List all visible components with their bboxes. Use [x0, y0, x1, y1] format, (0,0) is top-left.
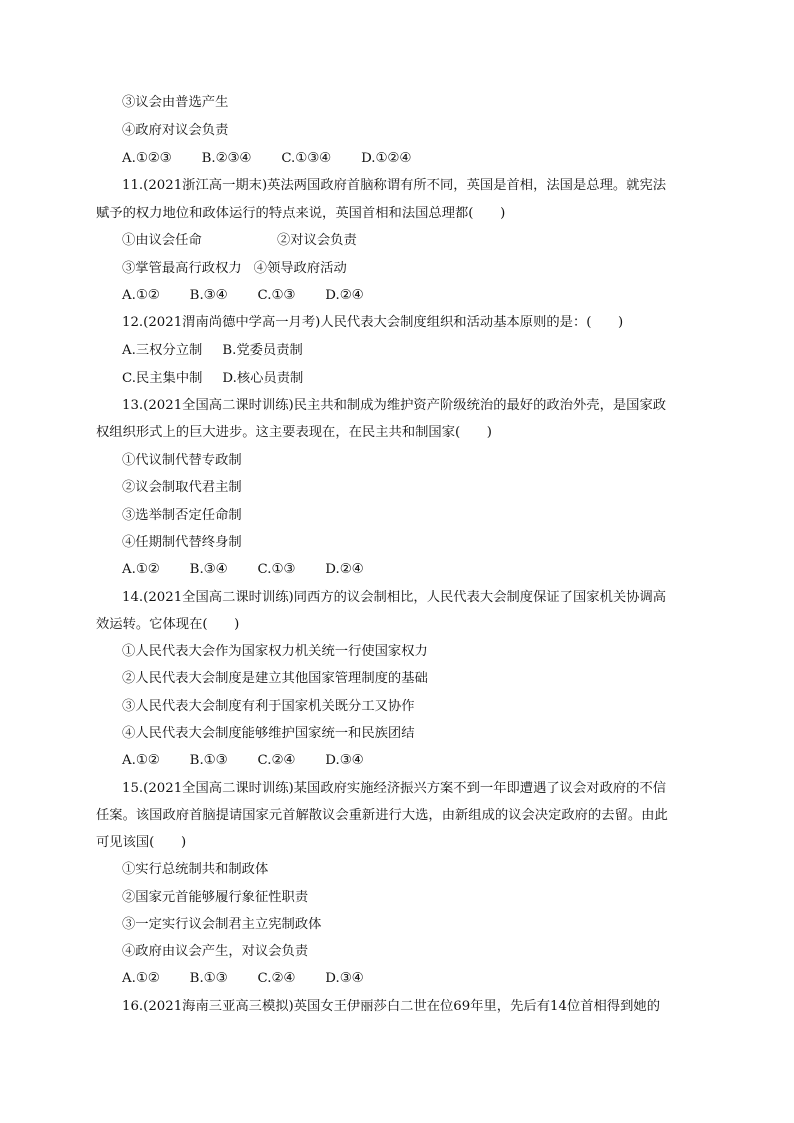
option-c: C.②④ [257, 753, 296, 768]
question-stem: 13.(2021全国高二课时训练)民主共和制成为维护资产阶级统治的最好的政治外壳，是国家政 [122, 398, 667, 413]
statement-row [122, 260, 347, 278]
answer-options [122, 287, 364, 305]
option-c: C.民主集中制 [122, 371, 203, 386]
statement: ③选举制否定任命制 [122, 508, 242, 523]
question-stem: 12.(2021渭南尚德中学高一月考)人民代表大会制度组织和活动基本原则的是：( ) [122, 315, 624, 330]
statement: ③一定实行议会制君主立宪制政体 [122, 917, 322, 932]
statement: ④领导政府活动 [253, 261, 347, 276]
option-b: B.①③ [189, 753, 228, 768]
option-b: B.②③④ [201, 151, 252, 166]
statement: ④人民代表大会制度能够维护国家统一和民族团结 [122, 726, 415, 741]
question-stem-continued: 效运转。它体现在( ) [96, 617, 240, 632]
option-a: A.①② [122, 971, 160, 986]
statement: ①由议会任命 [122, 233, 202, 248]
statement: ①人民代表大会作为国家权力机关统一行使国家权力 [122, 644, 428, 659]
question-stem-continued: 赋予的权力地位和政体运行的特点来说，英国首相和法国总理都( ) [96, 206, 506, 221]
option-a: A.①② [122, 288, 160, 303]
answer-options [122, 561, 364, 579]
option-c: C.②④ [257, 971, 296, 986]
option-c: C.①③ [257, 288, 296, 303]
option-c: C.①③ [257, 562, 296, 577]
answer-options [122, 150, 411, 168]
option-b: B.③④ [189, 562, 228, 577]
statement: ②对议会负责 [277, 233, 357, 248]
option-d: D.②④ [325, 562, 364, 577]
option-d: D.②④ [325, 288, 364, 303]
option-a: A.三权分立制 [122, 343, 203, 358]
option-d: D.①②④ [361, 151, 412, 166]
answer-options [122, 752, 364, 770]
statement: ③人民代表大会制度有利于国家机关既分工又协作 [122, 699, 415, 714]
question-stem: 14.(2021全国高二课时训练)同西方的议会制相比，人民代表大会制度保证了国家机关协调高 [122, 590, 667, 605]
statement: ①实行总统制共和制政体 [122, 862, 269, 877]
option-d: D.③④ [325, 753, 364, 768]
option-b: B.党委员责制 [222, 343, 303, 358]
statement: ①代议制代替专政制 [122, 453, 242, 468]
statement: ②国家元首能够履行象征性职责 [122, 890, 309, 905]
option-d: D.核心员责制 [222, 371, 304, 386]
question-stem-continued: 权组织形式上的巨大进步。这主要表现在，在民主共和制国家( ) [96, 425, 492, 440]
answer-options [122, 370, 303, 388]
statement-row [122, 232, 357, 250]
option-a: A.①② [122, 562, 160, 577]
option-d: D.③④ [325, 971, 364, 986]
statement: ③掌管最高行政权力 [122, 261, 242, 276]
option-b: B.③④ [189, 288, 228, 303]
question-stem: 16.(2021海南三亚高三模拟)英国女王伊丽莎白二世在位69年里，先后有14位首相得到她的 [122, 999, 660, 1014]
option-c: C.①③④ [281, 151, 332, 166]
statement: ②人民代表大会制度是建立其他国家管理制度的基础 [122, 671, 428, 686]
option-a: A.①② [122, 753, 160, 768]
statement: ④政府由议会产生，对议会负责 [122, 944, 309, 959]
question-stem: 15.(2021全国高二课时训练)某国政府实施经济振兴方案不到一年即遭遇了议会对政府的不信 [122, 781, 667, 796]
option-a: A.①②③ [122, 151, 172, 166]
option-b: B.①③ [189, 971, 228, 986]
statement: ③议会由普选产生 [122, 95, 229, 110]
statement: ④任期制代替终身制 [122, 535, 242, 550]
question-stem: 11.(2021浙江高一期末)英法两国政府首脑称谓有所不同，英国是首相，法国是总理。就宪法 [122, 178, 667, 193]
question-stem-continued: 可见该国( ) [96, 835, 187, 850]
answer-options [122, 342, 303, 360]
answer-options [122, 970, 364, 988]
statement: ②议会制取代君主制 [122, 480, 242, 495]
question-stem-continued: 任案。该国政府首脑提请国家元首解散议会重新进行大选，由新组成的议会决定政府的去留。由此 [96, 808, 668, 823]
statement: ④政府对议会负责 [122, 123, 229, 138]
